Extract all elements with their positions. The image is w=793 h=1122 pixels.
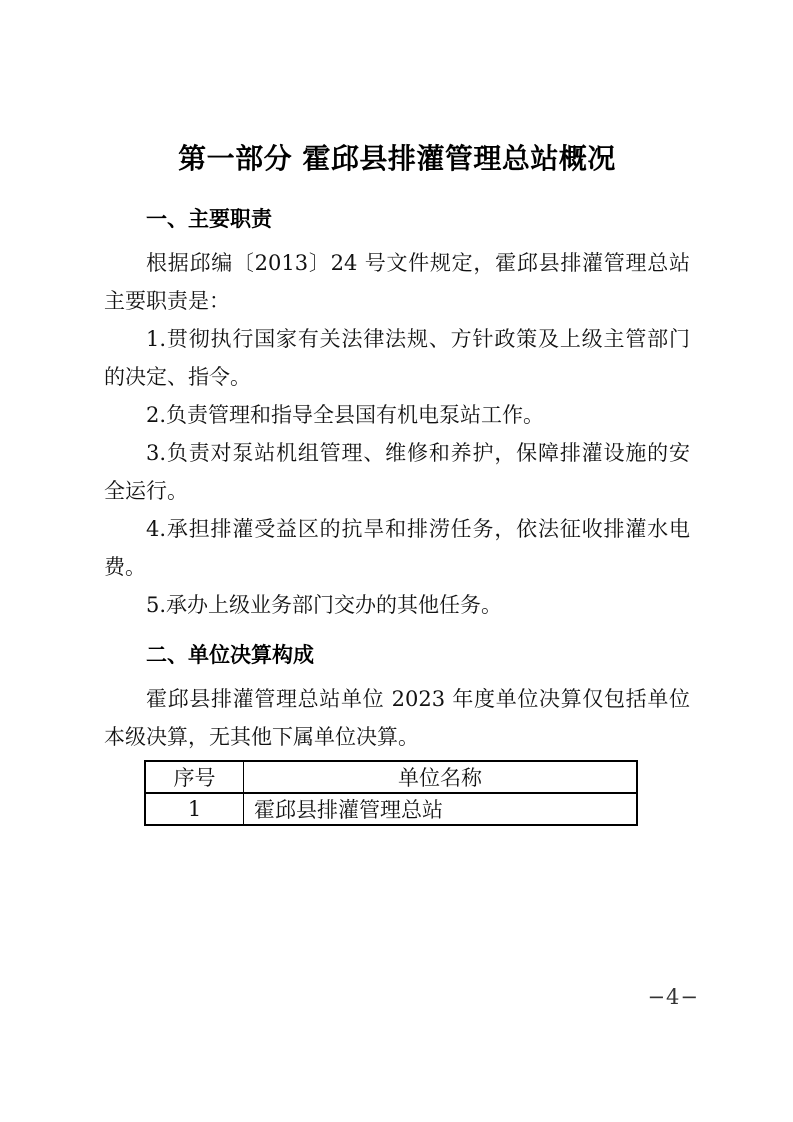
paragraph-duty-2: 2.负责管理和指导全县国有机电泵站工作。: [146, 403, 545, 427]
unit-table-row: [145, 793, 637, 825]
unit-table: [144, 760, 638, 826]
unit-table-header-row: [145, 761, 637, 793]
section-heading-budget-composition: 二、单位决算构成: [146, 643, 314, 667]
paragraph-duty-5: 5.承办上级业务部门交办的其他任务。: [146, 593, 503, 617]
paragraph-duties-intro: 根据邱编〔2013〕24 号文件规定，霍邱县排灌管理总站主要职责是：: [104, 251, 690, 313]
section-heading-main-duties: 一、主要职责: [146, 207, 272, 231]
unit-table-header-name: 单位名称: [244, 761, 638, 793]
paragraph-duty-3: 3.负责对泵站机组管理、维修和养护，保障排灌设施的安全运行。: [104, 441, 690, 503]
page-number: −4−: [647, 985, 699, 1009]
paragraph-budget-intro: 霍邱县排灌管理总站单位 2023 年度单位决算仅包括单位本级决算，无其他下属单位决算。: [104, 687, 690, 749]
unit-table-cell-name: 霍邱县排灌管理总站: [244, 793, 638, 825]
document-content: [104, 0, 690, 826]
unit-table-cell-index: 1: [145, 793, 244, 825]
paragraph-duty-4: 4.承担排灌受益区的抗旱和排涝任务，依法征收排灌水电费。: [104, 517, 690, 579]
paragraph-duty-1: 1.贯彻执行国家有关法律法规、方针政策及上级主管部门的决定、指令。: [104, 327, 690, 389]
document-title: 第一部分 霍邱县排灌管理总站概况: [178, 142, 616, 175]
unit-table-header-index: 序号: [145, 761, 244, 793]
